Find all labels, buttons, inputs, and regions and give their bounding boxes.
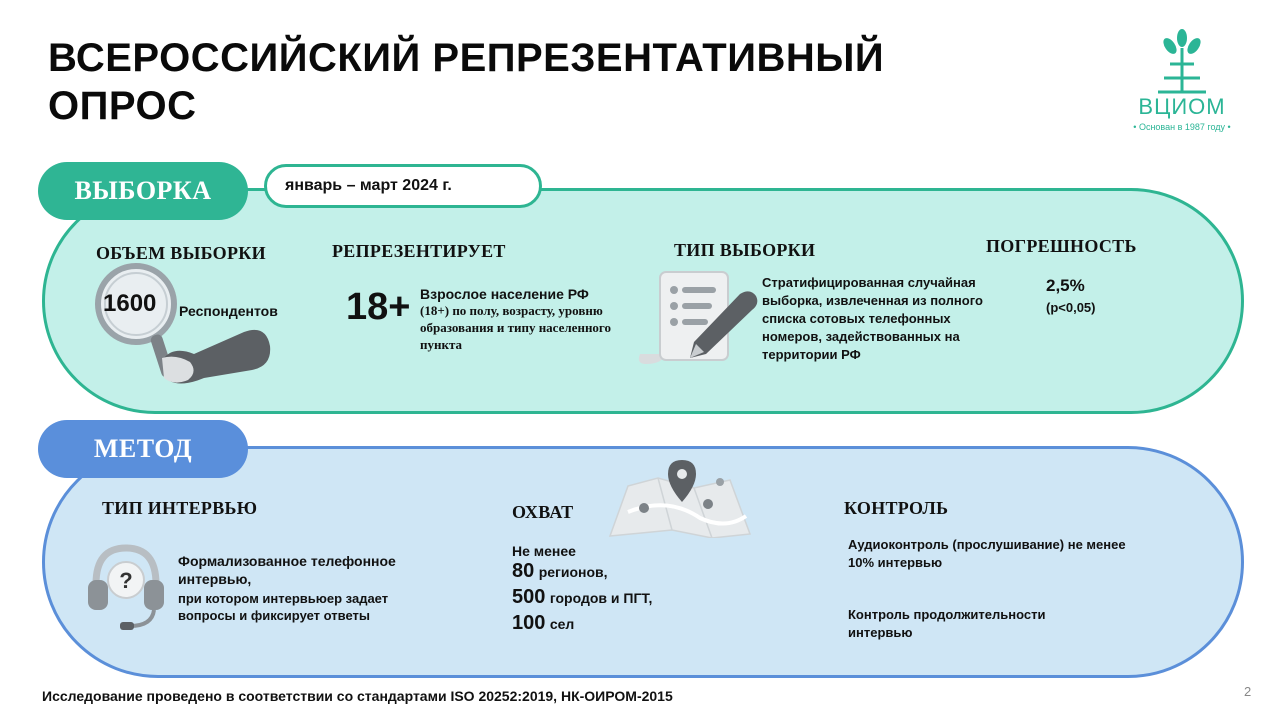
coverage-intro: Не менее [512,543,576,559]
sample-size-value: 1600 [103,290,157,317]
footer-note: Исследование проведено в соответствии со стандартами ISO 20252:2019, НК-ОИРОМ-2015 [42,688,673,704]
coverage-cities-unit: городов и ПГТ, [549,590,653,606]
control-audio: Аудиоконтроль (прослушивание) не менее 10% интервью [848,537,1126,570]
coverage-cities [512,586,652,609]
coverage-villages-unit: сел [549,616,575,632]
coverage-cities-number: 500 [512,586,546,608]
represents-text: (18+) по полу, возрасту, уровню образования и типу населенного пункта [420,303,612,352]
sample-size-unit: Респондентов [179,303,278,319]
page-number: 2 [1244,684,1252,699]
map-pins-icon [608,456,752,538]
period-pill [264,164,542,208]
control-heading: КОНТРОЛЬ [844,498,949,518]
error-p-value: (p<0,05) [1046,300,1096,315]
headset-question-icon [86,540,166,632]
represents-title: Взрослое население РФ [420,286,589,302]
age-badge: 18+ [346,286,411,328]
coverage-villages-number: 100 [512,612,546,634]
sample-size-heading: ОБЪЕМ ВЫБОРКИ [96,243,266,263]
magnifier-hand-icon [94,262,274,398]
error-heading: ПОГРЕШНОСТЬ [986,236,1137,256]
tree-logo-icon [1150,28,1214,94]
control-duration: Контроль продолжительности интервью [848,607,1046,640]
tab-sample: ВЫБОРКА [38,162,248,220]
coverage-heading: ОХВАТ [512,502,574,522]
page-title: ВСЕРОССИЙСКИЙ РЕПРЕЗЕНТАТИВНЫЙ ОПРОС [48,36,885,128]
period-text: январь – март 2024 г. [285,177,452,194]
coverage-regions-unit: регионов, [538,564,608,580]
error-value: 2,5% [1046,276,1085,295]
interview-type-heading: ТИП ИНТЕРВЬЮ [102,498,258,518]
logo-subtitle: • Основан в 1987 году • [1133,122,1231,132]
interview-text: при котором интервьюер задает вопросы и фиксирует ответы [178,591,389,623]
sample-type-text: Стратифицированная случайная выборка, извлеченная из полного списка сотовых телефонных номеров, задействованных на территории РФ [762,275,983,362]
coverage-regions [512,560,608,583]
coverage-villages [512,612,574,635]
interview-title: Формализованное телефонное интервью, [178,553,396,587]
represents-heading: РЕПРЕЗЕНТИРУЕТ [332,241,506,261]
logo-name: ВЦИОМ [1138,94,1226,119]
vciom-logo [1112,28,1252,138]
sample-type-heading: ТИП ВЫБОРКИ [674,240,816,260]
svg-text:?: ? [119,568,133,593]
coverage-regions-number: 80 [512,560,535,582]
tab-method: МЕТОД [38,420,248,478]
document-pen-icon [636,268,766,368]
